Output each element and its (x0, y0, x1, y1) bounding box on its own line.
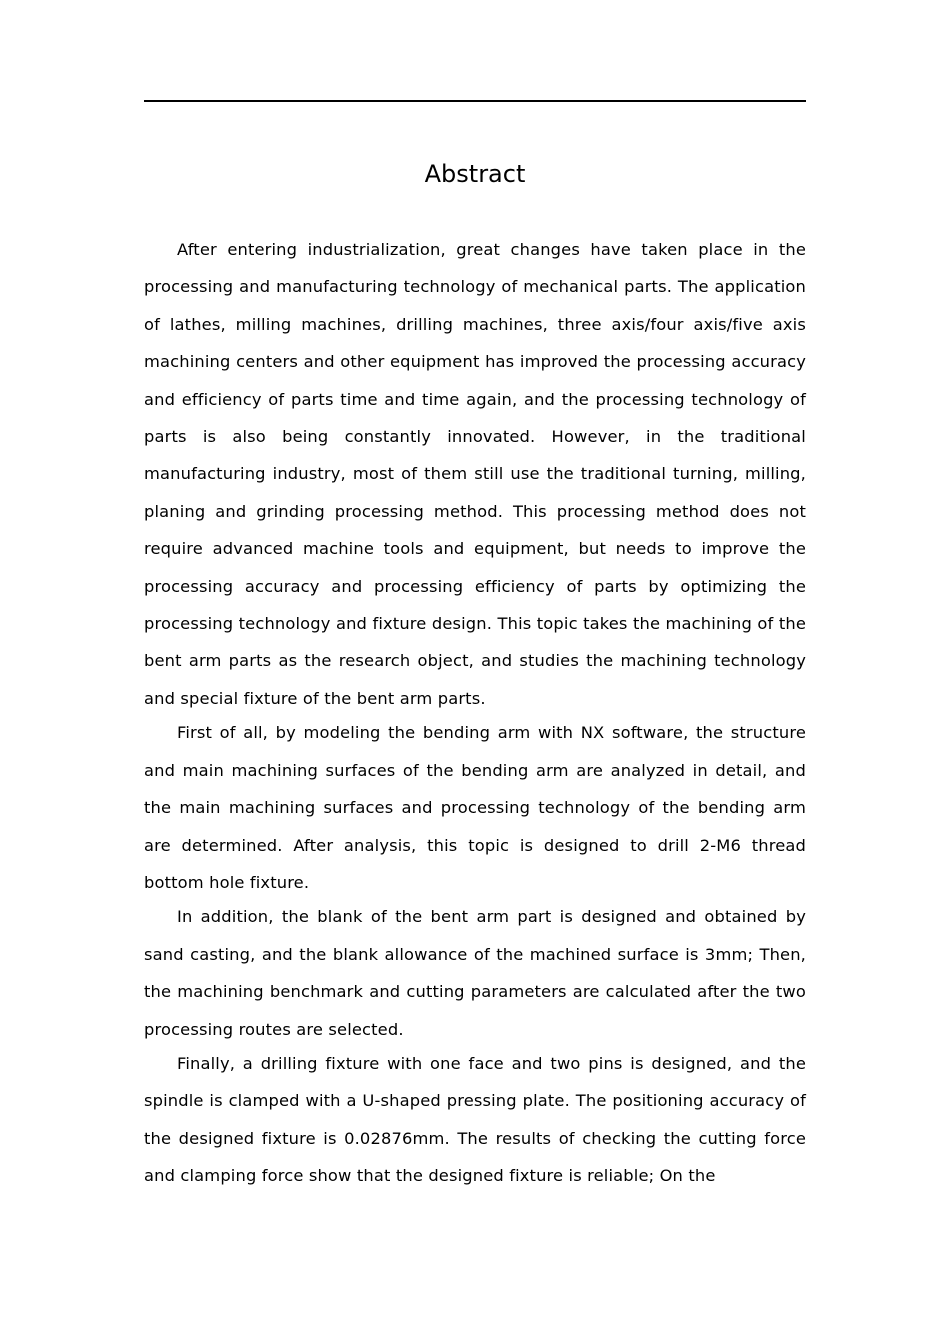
abstract-paragraph-2: First of all, by modeling the bending arm with NX software, the structure and main machining surfaces of the bending arm are analyzed in detail, and the main machining surfaces and processing technology of the bending arm are determined. After analysis, this topic is designed to drill 2-M6 thread bottom hole fixture. (144, 723, 806, 892)
abstract-paragraph-1: After entering industrialization, great changes have taken place in the processing and manufacturing technology of mechanical parts. The application of lathes, milling machines, drilling machines, three axis/four axis/five axis machining centers and other equipment has improved the processing accuracy and efficiency of parts time and time again, and the processing technology of parts is also being constantly innovated. However, in the traditional manufacturing industry, most of them still use the traditional turning, milling, planing and grinding processing method. This processing method does not require advanced machine tools and equipment, but needs to improve the processing accuracy and processing efficiency of parts by optimizing the processing technology and fixture design. This topic takes the machining of the bent arm parts as the research object, and studies the machining technology and special fixture of the bent arm parts. (144, 240, 806, 708)
abstract-paragraph-4: Finally, a drilling fixture with one face and two pins is designed, and the spindle is clamped with a U-shaped pressing plate. The positioning accuracy of the designed fixture is 0.02876mm. The results of checking the cutting force and clamping force show that the designed fixture is reliable; On the (144, 1053, 806, 1186)
header-rule (144, 100, 806, 102)
page-title: Abstract (424, 160, 526, 188)
abstract-paragraph-3: In addition, the blank of the bent arm part is designed and obtained by sand casting, and the blank allowance of the machined surface is 3mm; Then, the machining benchmark and cutting parameters are calculated after the two processing routes are selected. (144, 907, 806, 1039)
abstract-body (144, 231, 806, 1192)
